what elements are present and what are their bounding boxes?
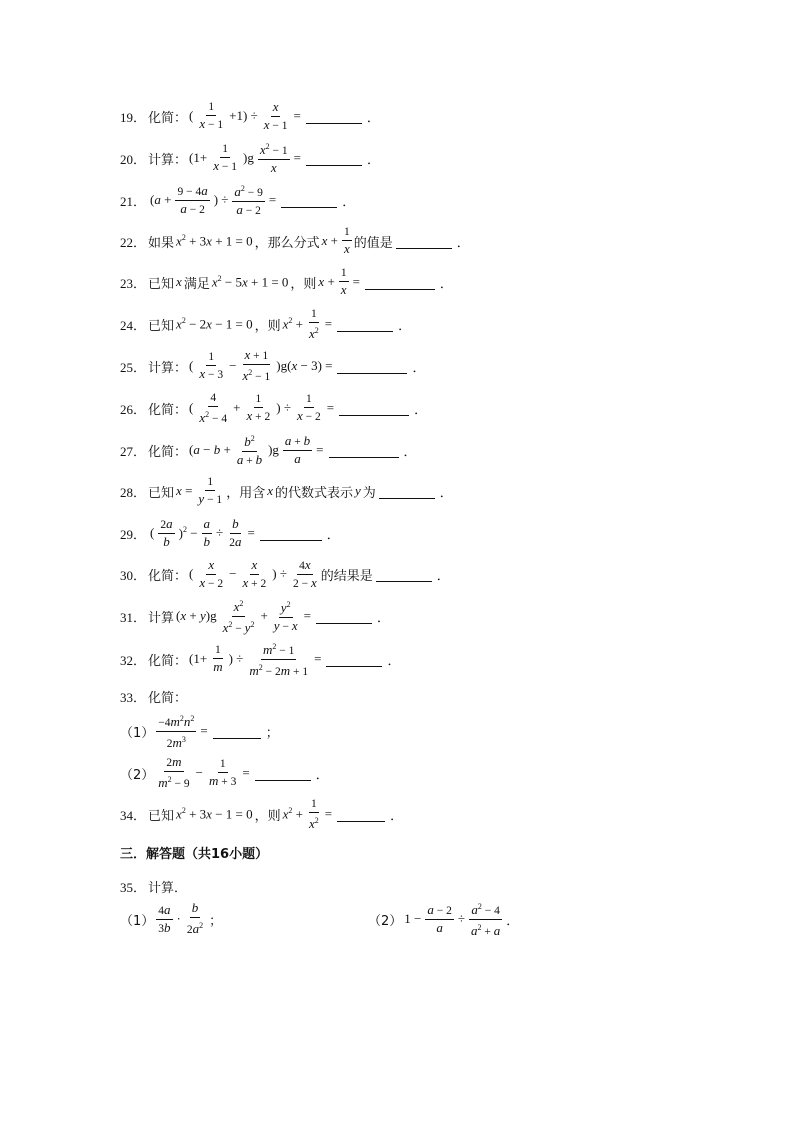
question-label: 计算： — [148, 152, 188, 168]
question-number: 35． — [120, 879, 147, 895]
answer-blank[interactable] — [306, 151, 362, 166]
question-text: 的代数式表示 — [274, 485, 353, 501]
question-33 — [120, 677, 187, 715]
question-text: 的结果是 — [320, 568, 373, 584]
question-number: 23． — [120, 275, 147, 291]
question-number: 31． — [120, 609, 147, 625]
question-number: 24． — [120, 317, 147, 333]
answer-blank[interactable] — [379, 484, 435, 499]
question-26: 26． 化简： ( $\frac{4}{x^2 - 4}$ + $\frac{1}{x + 2}$ ) ÷ $\frac{1}{x - 2}$ = ． — [120, 391, 428, 425]
question-label: 计算： — [148, 360, 188, 376]
question-31: 31． 计算 (x + y)g $\frac{x^2}{x^2 - y^2}$ + $\frac{y^2}{y - x}$ = ． — [120, 598, 390, 635]
question-number: 34． — [120, 807, 147, 823]
question-label: 化简： — [148, 402, 188, 418]
question-label: 化简： — [148, 653, 188, 669]
question-number: 33． — [120, 689, 147, 705]
answer-blank[interactable] — [396, 234, 452, 249]
question-21: 21． (a + $\frac{9 - 4a}{a - 2}$ ) ÷ $\frac{a^2 - 9}{a - 2}$ = ． — [120, 182, 356, 217]
question-number: 29． — [120, 526, 147, 542]
part-label: （2） — [368, 913, 403, 929]
question-number: 26． — [120, 401, 147, 417]
question-33-part-1: （1） $\frac{-4m^2n^2}{2m^3}$ = ； — [120, 713, 279, 750]
question-27: 27． 化简： (a − b + $\frac{b^2}{a + b}$ )g $\frac{a + b}{a}$ = ． — [120, 432, 417, 467]
question-text: 满足 — [183, 276, 210, 292]
question-label: 计算． — [148, 880, 188, 896]
question-33-part-2: （2） $\frac{2m}{m^2 - 9}$ − $\frac{1}{m + 3}$ = ． — [120, 754, 329, 790]
question-25: 25． 计算： ( $\frac{1}{x - 3}$ − $\frac{x + 1}{x^2 - 1}$ )g(x − 3) = ． — [120, 347, 426, 383]
answer-blank[interactable] — [365, 275, 435, 290]
answer-blank[interactable] — [337, 317, 393, 332]
question-label: 已知 — [148, 808, 175, 824]
answer-blank[interactable] — [316, 609, 372, 624]
question-30: 30． 化简： ( $\frac{x}{x - 2}$ − $\frac{x}{x + 2}$ ) ÷ $\frac{4x}{2 - x}$ 的结果是 ． — [120, 556, 450, 590]
question-text: 为 — [362, 485, 376, 501]
question-34: 34． 已知 $x^2 + 3x - 1 = 0$ ，则 $x^2$ + $\frac{1}{x^2}$ = ． — [120, 797, 404, 831]
question-label: 已知 — [148, 318, 175, 334]
question-29: 29． ( $\frac{2a}{b}$ )$^2$ − $\frac{a}{b}$ ÷ $\frac{b}{2a}$ = ． — [120, 515, 340, 549]
answer-blank[interactable] — [329, 443, 399, 458]
question-22: 22． 如果 $x^2 + 3x + 1 = 0$ ，那么分式 x + $\frac{1}{x}$ 的值是 ． — [120, 226, 470, 256]
part-label: （1） — [120, 725, 155, 741]
answer-blank[interactable] — [339, 401, 409, 416]
question-number: 22． — [120, 234, 147, 250]
part-label: （1） — [120, 913, 155, 929]
question-text: ，那么分式 — [254, 235, 320, 251]
question-number: 30． — [120, 567, 147, 583]
question-text: ，用含 — [226, 485, 266, 501]
part-label: （2） — [120, 767, 155, 783]
question-23: 23． 已知 x 满足 $x^2 - 5x + 1 = 0$ ，则 x + $\frac{1}{x}$ = ． — [120, 267, 453, 297]
question-text: ，则 — [290, 276, 317, 292]
answer-blank[interactable] — [326, 652, 382, 667]
question-number: 28． — [120, 484, 147, 500]
question-number: 32． — [120, 652, 147, 668]
answer-blank[interactable] — [260, 526, 322, 541]
question-number: 25． — [120, 359, 147, 375]
section-heading: 三．解答题（共16小题） — [120, 847, 269, 862]
question-28: 28． 已知 x = $\frac{1}{y - 1}$ ，用含 x 的代数式表示 y 为 ． — [120, 476, 453, 506]
question-number: 19． — [120, 109, 147, 125]
question-label: 化简： — [148, 568, 188, 584]
answer-blank[interactable] — [337, 807, 385, 822]
question-text: ，则 — [254, 318, 281, 334]
answer-blank[interactable] — [213, 724, 261, 739]
question-35-part-1: （1） $\frac{4a}{3b}$ · $\frac{b}{2a^2}$ ； — [120, 900, 223, 936]
question-19: 19． 化简： ( $\frac{1}{x - 1}$ +1) ÷ $\frac{x}{x - 1}$ = ． — [120, 98, 380, 132]
question-label: 化简： — [148, 690, 188, 706]
answer-blank[interactable] — [337, 359, 407, 374]
question-label: 如果 — [148, 235, 175, 251]
answer-blank[interactable] — [281, 193, 337, 208]
question-24: 24． 已知 $x^2 - 2x - 1 = 0$ ，则 $x^2$ + $\frac{1}{x^2}$ = ． — [120, 307, 412, 341]
question-number: 20． — [120, 151, 147, 167]
question-text: ，则 — [254, 808, 281, 824]
question-35-part-2: （2） 1 − $\frac{a - 2}{a}$ ÷ $\frac{a^2 - 4}{a^2 + a}$ ． — [368, 901, 520, 938]
question-text: 的值是 — [353, 235, 393, 251]
answer-blank[interactable] — [306, 109, 362, 124]
question-label: 已知 — [148, 276, 175, 292]
question-number: 21． — [120, 193, 147, 209]
question-32: 32． 化简： (1+ $\frac{1}{m}$ ) ÷ $\frac{m^2 - 1}{m^2 - 2m + 1}$ = ． — [120, 641, 401, 678]
question-label: 化简： — [148, 444, 188, 460]
question-number: 27． — [120, 443, 147, 459]
question-label: 化简： — [148, 110, 188, 126]
answer-blank[interactable] — [255, 766, 311, 781]
question-20: 20． 计算： (1+ $\frac{1}{x - 1}$ )g $\frac{x^2 - 1}{x}$ = ． — [120, 141, 380, 175]
answer-blank[interactable] — [376, 567, 432, 582]
question-label: 计算 — [148, 610, 175, 626]
question-label: 已知 — [148, 485, 175, 501]
